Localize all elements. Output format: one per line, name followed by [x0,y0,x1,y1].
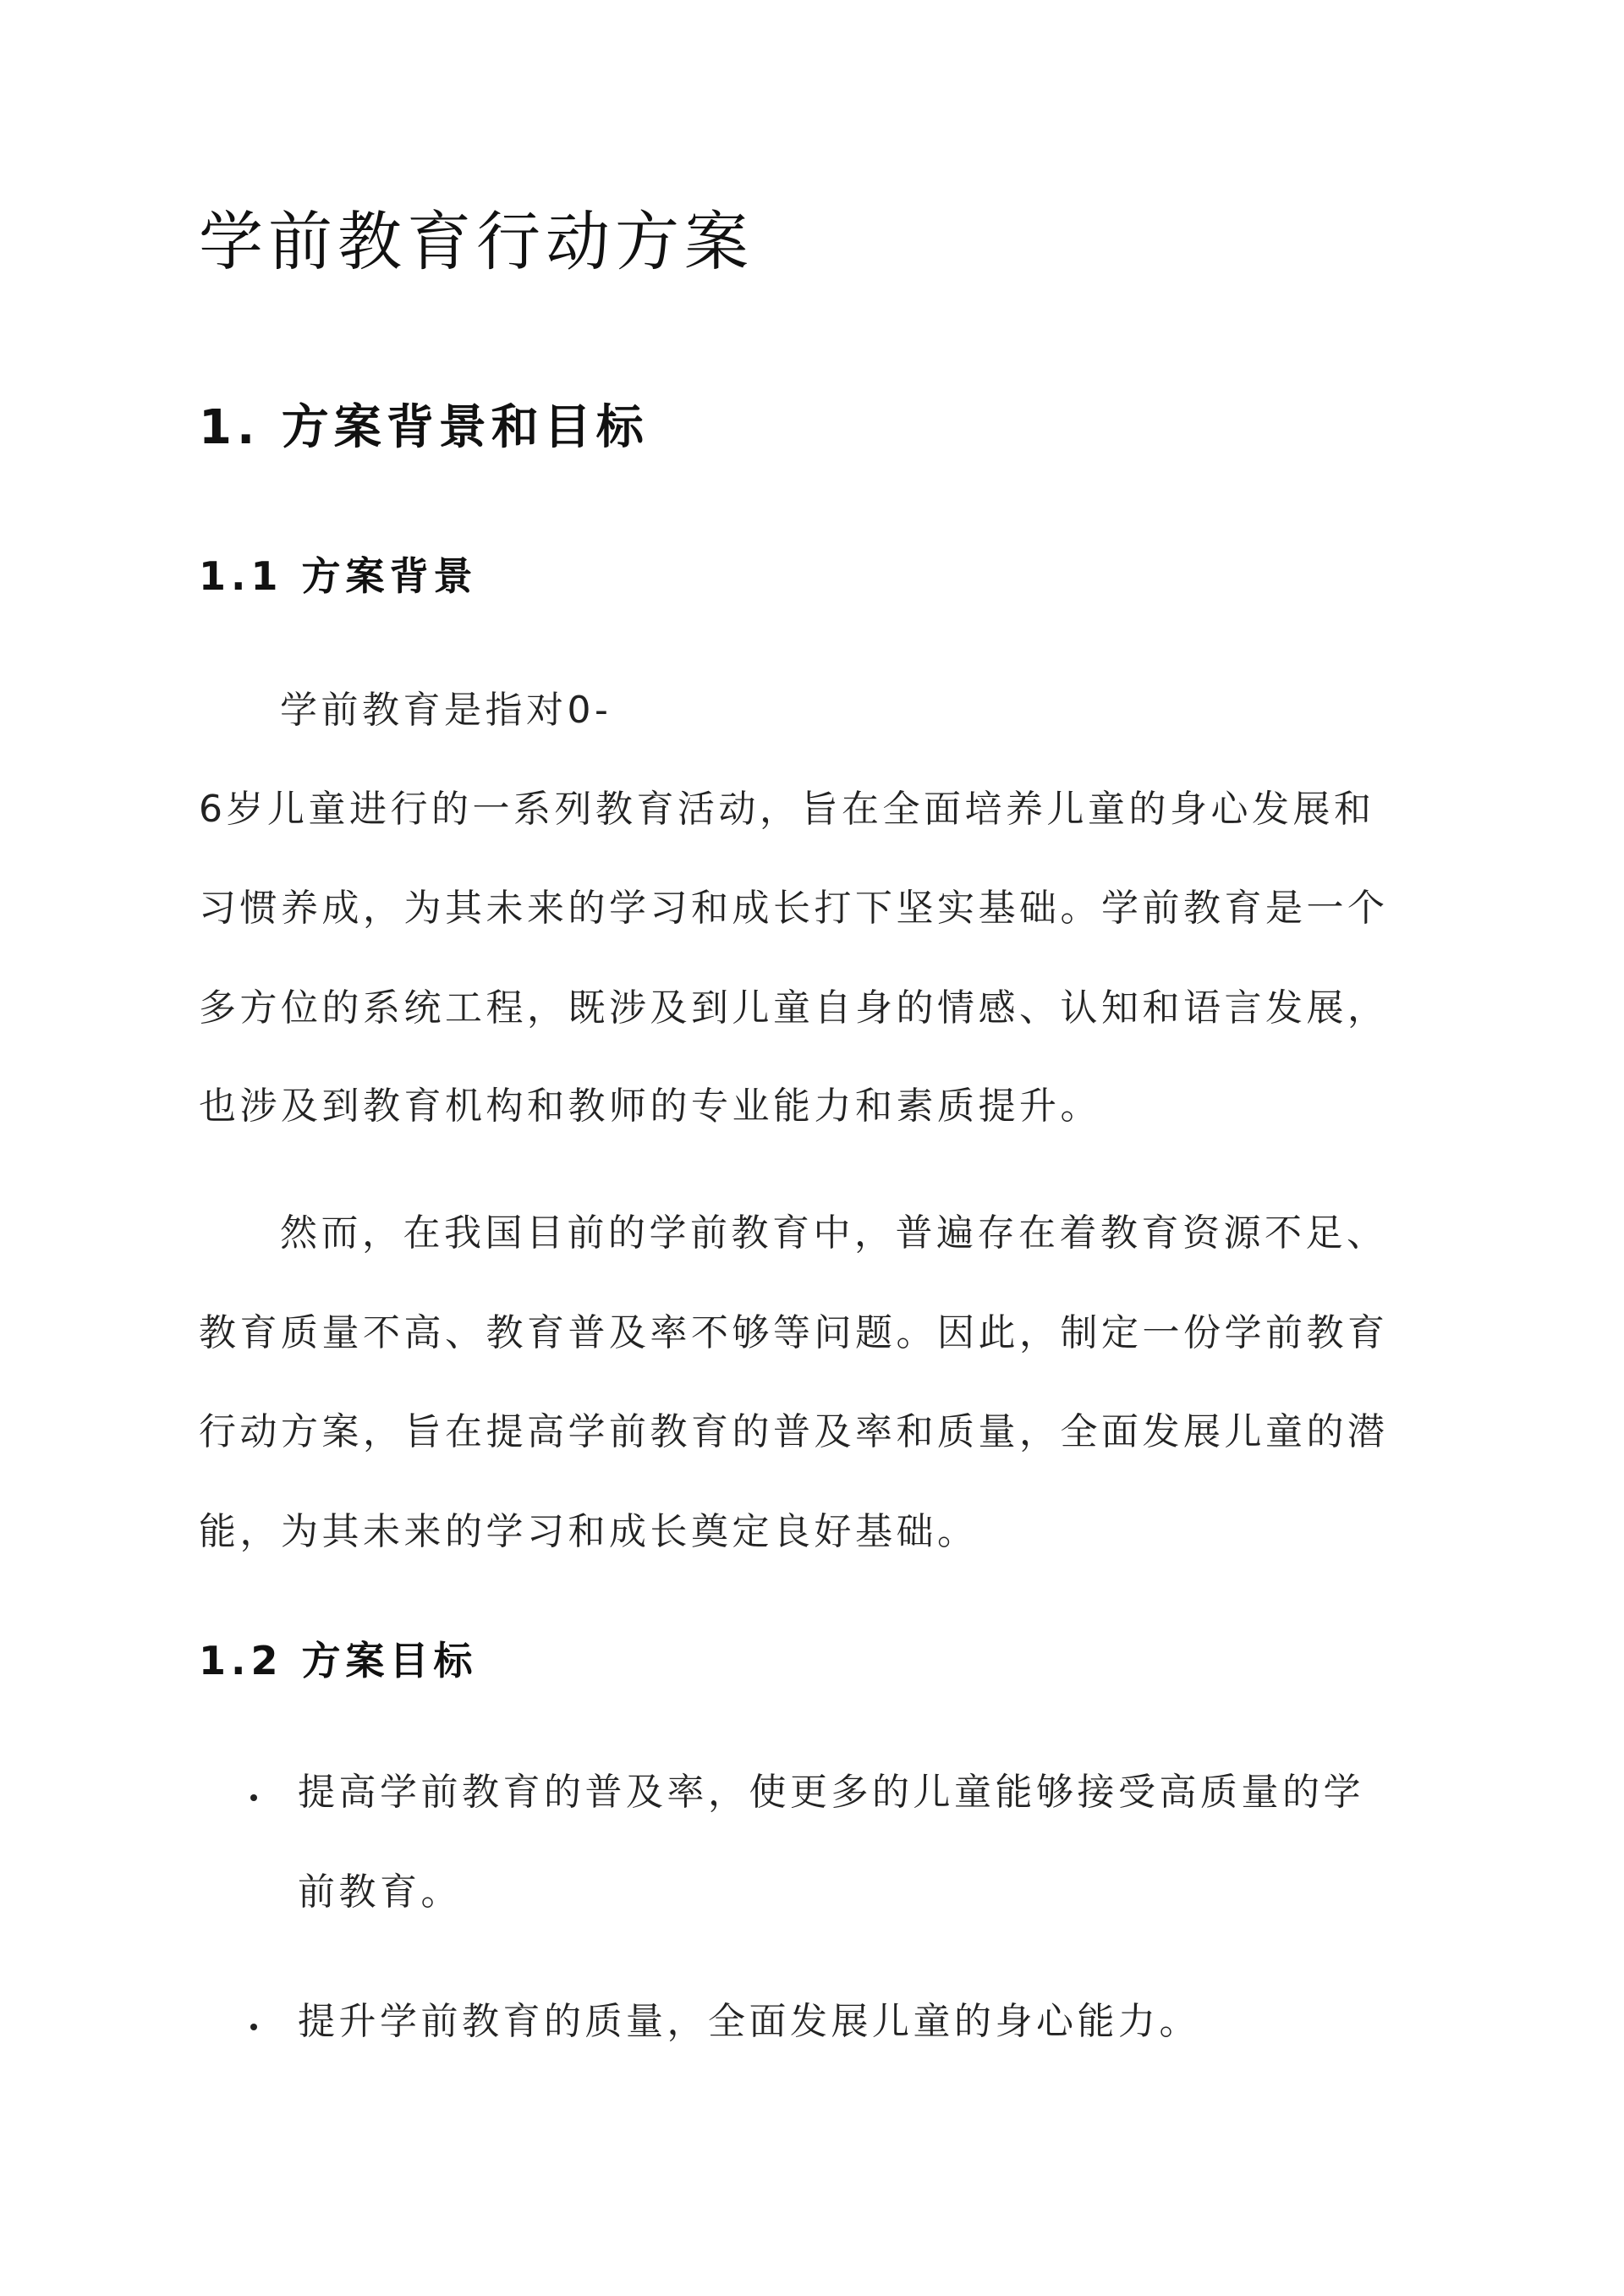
bullet-icon [250,1794,257,1801]
paragraph-line: 也涉及到教育机构和教师的专业能力和素质提升。 [199,1085,1101,1128]
paragraph-line: 学前教育是指对0- [280,689,612,732]
list-item-line: 前教育。 [298,1870,462,1914]
subsection-heading-1-2: 1.2 方案目标 [199,1638,478,1684]
document-title: 学前教育行动方案 [199,204,754,279]
subsection-heading-1-1: 1.1 方案背景 [199,553,478,599]
paragraph-line: 6岁儿童进行的一系列教育活动，旨在全面培养儿童的身心发展和 [199,788,1375,831]
paragraph-line: 多方位的系统工程，既涉及到儿童自身的情感、认知和语言发展， [199,986,1389,1030]
paragraph-line: 能，为其未来的学习和成长奠定良好基础。 [199,1510,979,1553]
list-item-line: 提升学前教育的质量，全面发展儿童的身心能力。 [298,2000,1200,2043]
section-heading-1: 1. 方案背景和目标 [199,400,649,455]
paragraph-line: 然而，在我国目前的学前教育中，普遍存在着教育资源不足、 [280,1211,1388,1255]
list-item-line: 提高学前教育的普及率，使更多的儿童能够接受高质量的学 [298,1771,1364,1814]
bullet-icon [250,2024,257,2030]
paragraph-line: 行动方案，旨在提高学前教育的普及率和质量，全面发展儿童的潜 [199,1410,1389,1453]
paragraph-line: 教育质量不高、教育普及率不够等问题。因此，制定一份学前教育 [199,1311,1389,1354]
paragraph-line: 习惯养成，为其未来的学习和成长打下坚实基础。学前教育是一个 [199,887,1389,930]
